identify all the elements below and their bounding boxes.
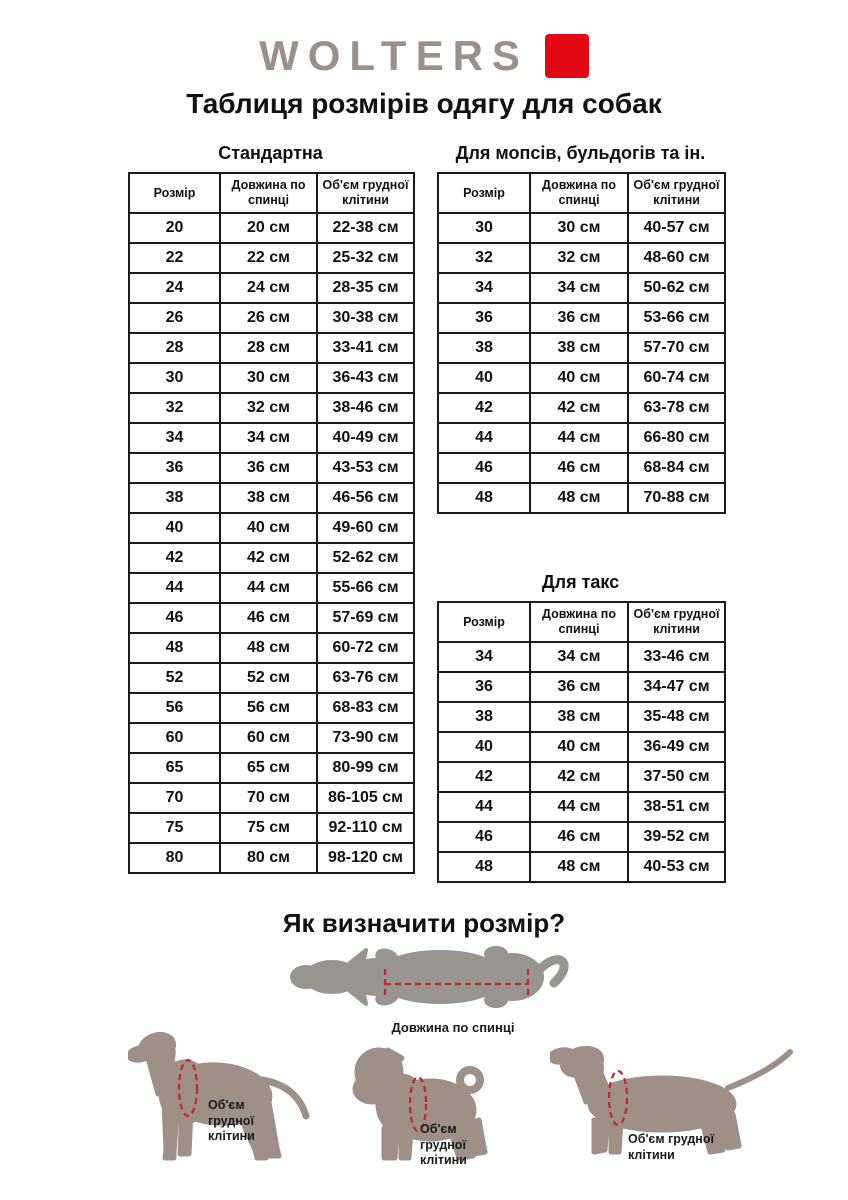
- table-row: [129, 633, 414, 663]
- pugs-size-table: [437, 172, 726, 514]
- table-cell: 80 см: [220, 843, 317, 873]
- table-cell: 80: [129, 843, 220, 873]
- table-cell: 33-41 см: [317, 333, 414, 363]
- table-cell: 60 см: [220, 723, 317, 753]
- table-cell: 37-50 см: [628, 762, 725, 792]
- table-row: [438, 852, 725, 882]
- dachshund-size-table: [437, 601, 726, 883]
- table-cell: 36-43 см: [317, 363, 414, 393]
- table-cell: 38: [129, 483, 220, 513]
- table-row: [129, 783, 414, 813]
- table-row: [129, 453, 414, 483]
- header-row: [438, 173, 725, 213]
- table-cell: 48: [438, 483, 530, 513]
- table-row: [438, 213, 725, 243]
- table-cell: 48 см: [220, 633, 317, 663]
- table-cell: 30: [129, 363, 220, 393]
- table-row: [438, 822, 725, 852]
- table-row: [438, 303, 725, 333]
- table-row: [438, 453, 725, 483]
- column-header: Розмір: [438, 602, 530, 642]
- table-cell: 22: [129, 243, 220, 273]
- table-cell: 36 см: [220, 453, 317, 483]
- table-cell: 40-53 см: [628, 852, 725, 882]
- dachshund-table-title: Для такс: [541, 572, 620, 592]
- column-header: Об'єм грудної клітини: [628, 602, 725, 642]
- table-cell: 86-105 см: [317, 783, 414, 813]
- brand-logo: [0, 34, 848, 78]
- table-cell: 63-76 см: [317, 663, 414, 693]
- table-cell: 42 см: [530, 393, 628, 423]
- table-cell: 33-46 см: [628, 642, 725, 672]
- table-cell: 46 см: [530, 822, 628, 852]
- table-cell: 68-83 см: [317, 693, 414, 723]
- chest-girth-label: Об'єм грудної клітини: [628, 1132, 714, 1162]
- table-row: [129, 423, 414, 453]
- table-row: [129, 753, 414, 783]
- table-cell: 44 см: [530, 792, 628, 822]
- table-row: [129, 723, 414, 753]
- table-cell: 46 см: [220, 603, 317, 633]
- header-row: [438, 602, 725, 642]
- table-cell: 56: [129, 693, 220, 723]
- table-cell: 55-66 см: [317, 573, 414, 603]
- standard-size-table: [128, 172, 415, 874]
- table-row: [129, 483, 414, 513]
- table-cell: 34 см: [220, 423, 317, 453]
- table-row: [129, 393, 414, 423]
- back-length-label: Довжина по спинці: [391, 1020, 515, 1035]
- table-cell: 63-78 см: [628, 393, 725, 423]
- table-cell: 66-80 см: [628, 423, 725, 453]
- standard-sizes-section: [128, 143, 413, 874]
- table-cell: 26: [129, 303, 220, 333]
- table-cell: 48-60 см: [628, 243, 725, 273]
- table-row: [438, 483, 725, 513]
- table-cell: 49-60 см: [317, 513, 414, 543]
- table-cell: 48: [438, 852, 530, 882]
- table-cell: 38: [438, 333, 530, 363]
- table-cell: 30-38 см: [317, 303, 414, 333]
- table-cell: 36: [129, 453, 220, 483]
- table-cell: 32 см: [220, 393, 317, 423]
- table-cell: 92-110 см: [317, 813, 414, 843]
- table-cell: 34-47 см: [628, 672, 725, 702]
- table-cell: 24 см: [220, 273, 317, 303]
- table-row: [438, 243, 725, 273]
- table-cell: 28: [129, 333, 220, 363]
- table-cell: 42: [129, 543, 220, 573]
- table-cell: 36: [438, 672, 530, 702]
- table-cell: 46-56 см: [317, 483, 414, 513]
- table-cell: 98-120 см: [317, 843, 414, 873]
- chest-girth-label: Об'єм грудної клітини: [208, 1098, 255, 1144]
- table-cell: 70-88 см: [628, 483, 725, 513]
- table-cell: 24: [129, 273, 220, 303]
- table-cell: 40: [129, 513, 220, 543]
- table-cell: 57-69 см: [317, 603, 414, 633]
- table-cell: 34 см: [530, 273, 628, 303]
- table-cell: 75 см: [220, 813, 317, 843]
- table-cell: 38: [438, 702, 530, 732]
- table-row: [129, 333, 414, 363]
- table-cell: 44: [129, 573, 220, 603]
- table-cell: 38 см: [530, 333, 628, 363]
- table-cell: 28-35 см: [317, 273, 414, 303]
- how-to-measure-title: Як визначити розмір?: [282, 908, 566, 938]
- table-cell: 36 см: [530, 672, 628, 702]
- table-cell: 42: [438, 393, 530, 423]
- table-cell: 34: [438, 642, 530, 672]
- brand-wordmark: WOLTERS: [259, 32, 529, 79]
- special-sizes-section: [437, 143, 724, 883]
- dog-curled-tail: [460, 1070, 480, 1090]
- table-cell: 30: [438, 213, 530, 243]
- table-row: [129, 213, 414, 243]
- table-cell: 42: [438, 762, 530, 792]
- table-cell: 60: [129, 723, 220, 753]
- table-cell: 70 см: [220, 783, 317, 813]
- table-cell: 52: [129, 663, 220, 693]
- table-row: [129, 363, 414, 393]
- table-cell: 75: [129, 813, 220, 843]
- table-cell: 40 см: [530, 363, 628, 393]
- table-cell: 25-32 см: [317, 243, 414, 273]
- table-row: [129, 543, 414, 573]
- dog-top-view-illustration: [290, 938, 575, 1018]
- table-cell: 20 см: [220, 213, 317, 243]
- table-cell: 46: [438, 822, 530, 852]
- table-cell: 48 см: [530, 852, 628, 882]
- table-cell: 34: [438, 273, 530, 303]
- column-header: Розмір: [438, 173, 530, 213]
- table-cell: 44: [438, 423, 530, 453]
- table-cell: 42 см: [530, 762, 628, 792]
- table-cell: 56 см: [220, 693, 317, 723]
- table-cell: 44 см: [530, 423, 628, 453]
- table-cell: 20: [129, 213, 220, 243]
- column-header: Довжина по спинці: [220, 173, 317, 213]
- table-cell: 60-74 см: [628, 363, 725, 393]
- table-cell: 70: [129, 783, 220, 813]
- table-cell: 32: [129, 393, 220, 423]
- table-cell: 22-38 см: [317, 213, 414, 243]
- table-cell: 80-99 см: [317, 753, 414, 783]
- table-cell: 48: [129, 633, 220, 663]
- table-cell: 50-62 см: [628, 273, 725, 303]
- table-cell: 38-51 см: [628, 792, 725, 822]
- table-cell: 35-48 см: [628, 702, 725, 732]
- table-cell: 57-70 см: [628, 333, 725, 363]
- column-header: Об'єм грудної клітини: [317, 173, 414, 213]
- table-cell: 22 см: [220, 243, 317, 273]
- table-row: [438, 702, 725, 732]
- table-cell: 38-46 см: [317, 393, 414, 423]
- table-cell: 26 см: [220, 303, 317, 333]
- table-row: [129, 243, 414, 273]
- table-row: [438, 762, 725, 792]
- table-row: [438, 333, 725, 363]
- table-cell: 32 см: [530, 243, 628, 273]
- header-row: [129, 173, 414, 213]
- table-cell: 34: [129, 423, 220, 453]
- table-cell: 68-84 см: [628, 453, 725, 483]
- table-cell: 44 см: [220, 573, 317, 603]
- table-cell: 40 см: [220, 513, 317, 543]
- table-row: [129, 603, 414, 633]
- chest-girth-label: Об'єм грудної клітини: [420, 1122, 467, 1168]
- table-cell: 38 см: [220, 483, 317, 513]
- table-cell: 46: [129, 603, 220, 633]
- table-row: [129, 513, 414, 543]
- table-cell: 28 см: [220, 333, 317, 363]
- table-cell: 36-49 см: [628, 732, 725, 762]
- table-cell: 65 см: [220, 753, 317, 783]
- table-cell: 30 см: [530, 213, 628, 243]
- table-cell: 60-72 см: [317, 633, 414, 663]
- column-header: Об'єм грудної клітини: [628, 173, 725, 213]
- table-row: [438, 642, 725, 672]
- dog-tail: [728, 1052, 790, 1088]
- table-cell: 46 см: [530, 453, 628, 483]
- table-cell: 32: [438, 243, 530, 273]
- table-row: [438, 792, 725, 822]
- table-cell: 40-49 см: [317, 423, 414, 453]
- table-cell: 40 см: [530, 732, 628, 762]
- table-row: [438, 273, 725, 303]
- column-header: Довжина по спинці: [530, 602, 628, 642]
- table-cell: 65: [129, 753, 220, 783]
- table-cell: 36 см: [530, 303, 628, 333]
- table-row: [438, 393, 725, 423]
- table-row: [438, 363, 725, 393]
- table-cell: 40: [438, 732, 530, 762]
- table-row: [129, 693, 414, 723]
- table-cell: 43-53 см: [317, 453, 414, 483]
- table-cell: 46: [438, 453, 530, 483]
- table-cell: 38 см: [530, 702, 628, 732]
- column-header: Розмір: [129, 173, 220, 213]
- table-cell: 39-52 см: [628, 822, 725, 852]
- table-cell: 36: [438, 303, 530, 333]
- table-row: [129, 303, 414, 333]
- pugs-table-title: Для мопсів, бульдогів та ін.: [455, 143, 706, 163]
- table-row: [438, 423, 725, 453]
- table-row: [438, 732, 725, 762]
- column-header: Довжина по спинці: [530, 173, 628, 213]
- page-title: Таблиця розмірів одягу для собак: [186, 88, 662, 119]
- table-cell: 52-62 см: [317, 543, 414, 573]
- table-cell: 48 см: [530, 483, 628, 513]
- table-cell: 53-66 см: [628, 303, 725, 333]
- table-row: [438, 672, 725, 702]
- table-cell: 30 см: [220, 363, 317, 393]
- table-row: [129, 663, 414, 693]
- table-row: [129, 573, 414, 603]
- table-cell: 44: [438, 792, 530, 822]
- table-cell: 34 см: [530, 642, 628, 672]
- table-row: [129, 273, 414, 303]
- table-cell: 40-57 см: [628, 213, 725, 243]
- table-cell: 42 см: [220, 543, 317, 573]
- table-cell: 73-90 см: [317, 723, 414, 753]
- table-cell: 52 см: [220, 663, 317, 693]
- table-row: [129, 843, 414, 873]
- standard-table-title: Стандартна: [218, 143, 323, 163]
- brand-red-square: [545, 34, 589, 78]
- table-cell: 40: [438, 363, 530, 393]
- table-row: [129, 813, 414, 843]
